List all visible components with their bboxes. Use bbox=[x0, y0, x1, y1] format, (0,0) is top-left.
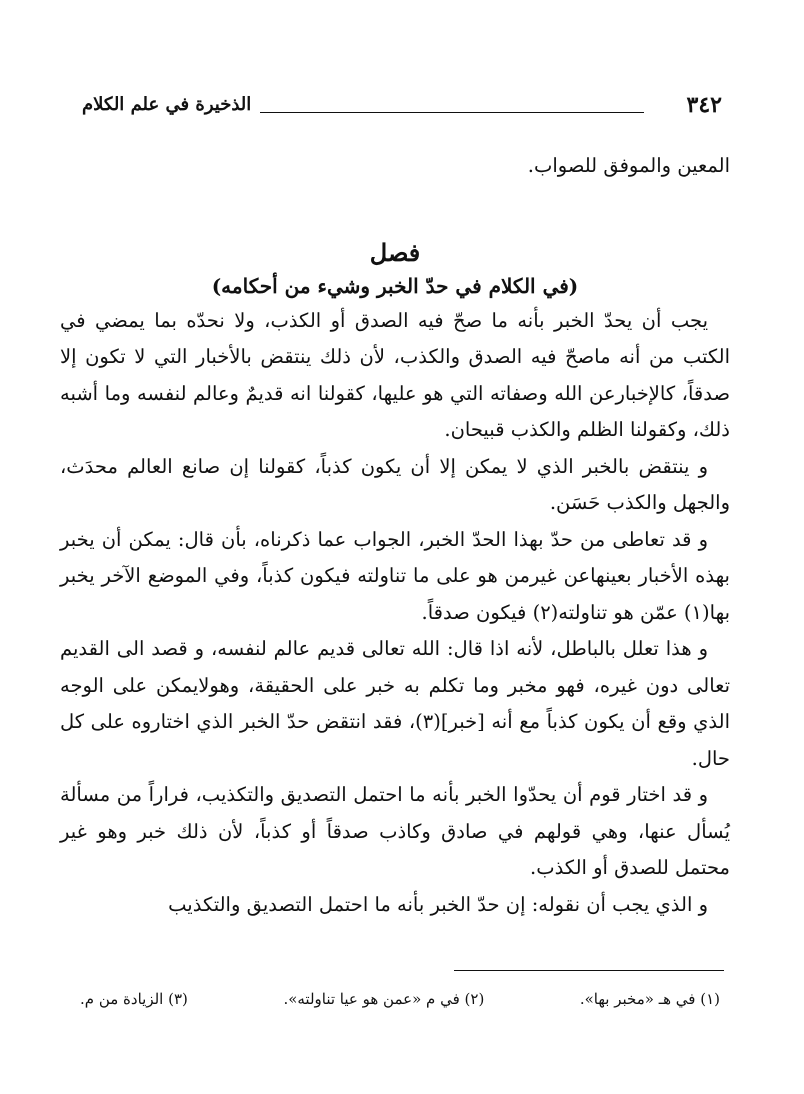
paragraph-4: و هذا تعلل بالباطل، لأنه اذا قال: الله تعالى قديم عالم لنفسه، و قصد الى القديم تعالى دون غيره، فهو مخبر وما تكلم به خبر على الحقيقة، وهولايمكن على الوجه الذي وقع أن يكون كذباً مع أنه [خبر](٣)، فقد انتقض حدّ الخبر الذي اختاروه على كل حال. bbox=[60, 637, 730, 770]
paragraph-2: و ينتقض بالخبر الذي لا يمكن إلا أن يكون كذباً، كقولنا إن صانع العالم محدَث، والجهل والكذب حَسَن. bbox=[60, 454, 730, 514]
section-subtitle: (في الكلام في حدّ الخبر وشيء من أحكامه) bbox=[211, 273, 579, 298]
body-text bbox=[60, 148, 730, 923]
paragraph-3: و قد تعاطى من حدّ بهذا الحدّ الخبر، الجواب عما ذكرناه، بأن قال: يمكن أن يخبر بهذه الأخبار بعينهاعن غيرمن هو على ما تناولته فيكون كذباً، وفي الموضع الآخر يخبر بها(١) عمّن هو تناولته(٢) فيكون صدقاً. bbox=[60, 527, 730, 624]
footnote-3: (٣) الزيادة من م. bbox=[80, 990, 188, 1008]
footnotes bbox=[80, 990, 720, 1008]
header-rule bbox=[260, 112, 644, 113]
footnote-2: (٢) في م «عمن هو عيا تناولته». bbox=[283, 990, 485, 1008]
paragraph-5: و قد اختار قوم أن يحدّوا الخبر بأنه ما احتمل التصديق والتكذيب، فراراً من مسألة يُسأل عنها، وهي قولهم في صادق وكاذب صدقاً أو كذباً، لأن ذلك خبر وهو غير محتمل للصدق أو الكذب. bbox=[60, 783, 730, 879]
opening-line: المعين والموفق للصواب. bbox=[527, 154, 730, 177]
paragraph-6: و الذي يجب أن نقوله: إن حدّ الخبر بأنه ما احتمل التصديق والتكذيب bbox=[168, 892, 708, 916]
footnote-1: (١) في هـ «مخبر بها». bbox=[579, 990, 720, 1008]
footnote-rule bbox=[454, 970, 724, 971]
page-number: ٣٤٢ bbox=[686, 92, 722, 118]
paragraph-1: يجب أن يحدّ الخبر بأنه ما صحّ فيه الصدق أو الكذب، ولا نحدّه بما يمضي في الكتب من أنه ماصحّ فيه الصدق والكذب، لأن ذلك ينتقض بالأخبار التي لا تكون إلا صدقاً، كالإخبارعن الله وصفاته التي هو عليها، كقولنا انه قديمٌ وعالم لنفسه وما أشبه ذلك، وكقولنا الظلم والكذب قبيحان. bbox=[60, 308, 730, 441]
section-title: فصل bbox=[369, 237, 421, 267]
running-title: الذخيرة في علم الكلام bbox=[82, 94, 252, 115]
running-header bbox=[82, 92, 722, 132]
